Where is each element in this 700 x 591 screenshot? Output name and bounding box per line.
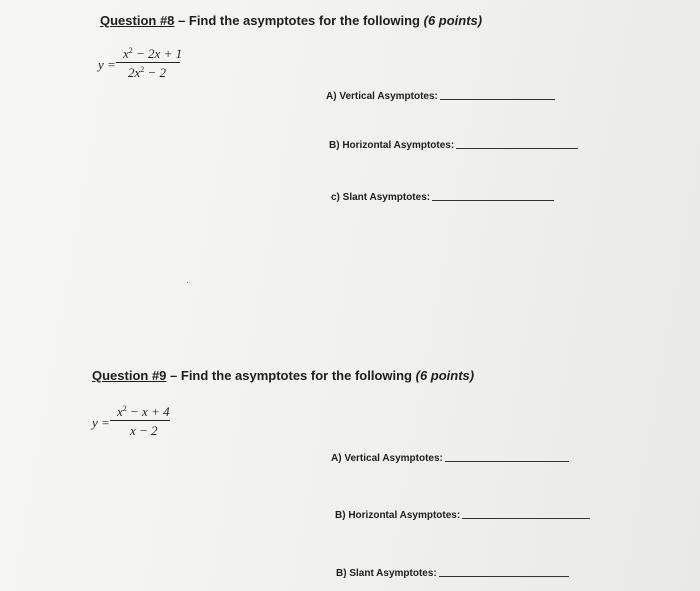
question-9-vertical-asymptotes [331,453,569,464]
question-9-slant-asymptotes [336,568,569,579]
fraction-bar [110,420,170,421]
question-8-slant-asymptotes [331,192,554,203]
answer-blank[interactable] [439,575,569,577]
question-9-points: (6 points) [415,368,475,383]
question-8-prompt: – Find the asymptotes for the following [174,13,424,28]
answer-label: A) Vertical Asymptotes: [331,453,443,464]
answer-label: B) Horizontal Asymptotes: [335,510,461,521]
question-8-horizontal-asymptotes [329,140,578,151]
equation-y: y = [92,415,110,430]
answer-label: B) Slant Asymptotes: [336,568,437,579]
answer-label: B) Horizontal Asymptotes: [329,140,455,151]
answer-label: c) Slant Asymptotes: [331,192,431,203]
equation-numerator: $x^2 - x + 4$ [117,404,170,419]
question-8-vertical-asymptotes [326,91,555,102]
fraction-bar [116,62,180,63]
answer-blank[interactable] [432,199,554,201]
equation-denominator: $2x^2 - 2$ [128,65,167,80]
answer-blank[interactable] [456,147,578,149]
question-9-horizontal-asymptotes [335,510,590,521]
stray-pen-mark: ․ [186,275,190,285]
question-9-title [92,368,474,383]
question-8-points: (6 points) [423,13,483,28]
answer-blank[interactable] [445,460,569,462]
answer-label: A) Vertical Asymptotes: [326,91,438,102]
answer-blank[interactable] [462,517,590,519]
equation-numerator: $x^2 - 2x + 1$ [123,46,183,61]
question-9-prompt: – Find the asymptotes for the following [166,368,416,383]
question-9-number: Question #9 [92,368,167,383]
question-8-equation [98,46,198,86]
question-8-title [100,13,482,28]
answer-blank[interactable] [440,98,555,100]
question-8-number: Question #8 [100,13,175,28]
equation-y: y = [98,57,116,72]
equation-denominator: x − 2 [130,423,158,438]
question-9-equation [92,404,192,444]
